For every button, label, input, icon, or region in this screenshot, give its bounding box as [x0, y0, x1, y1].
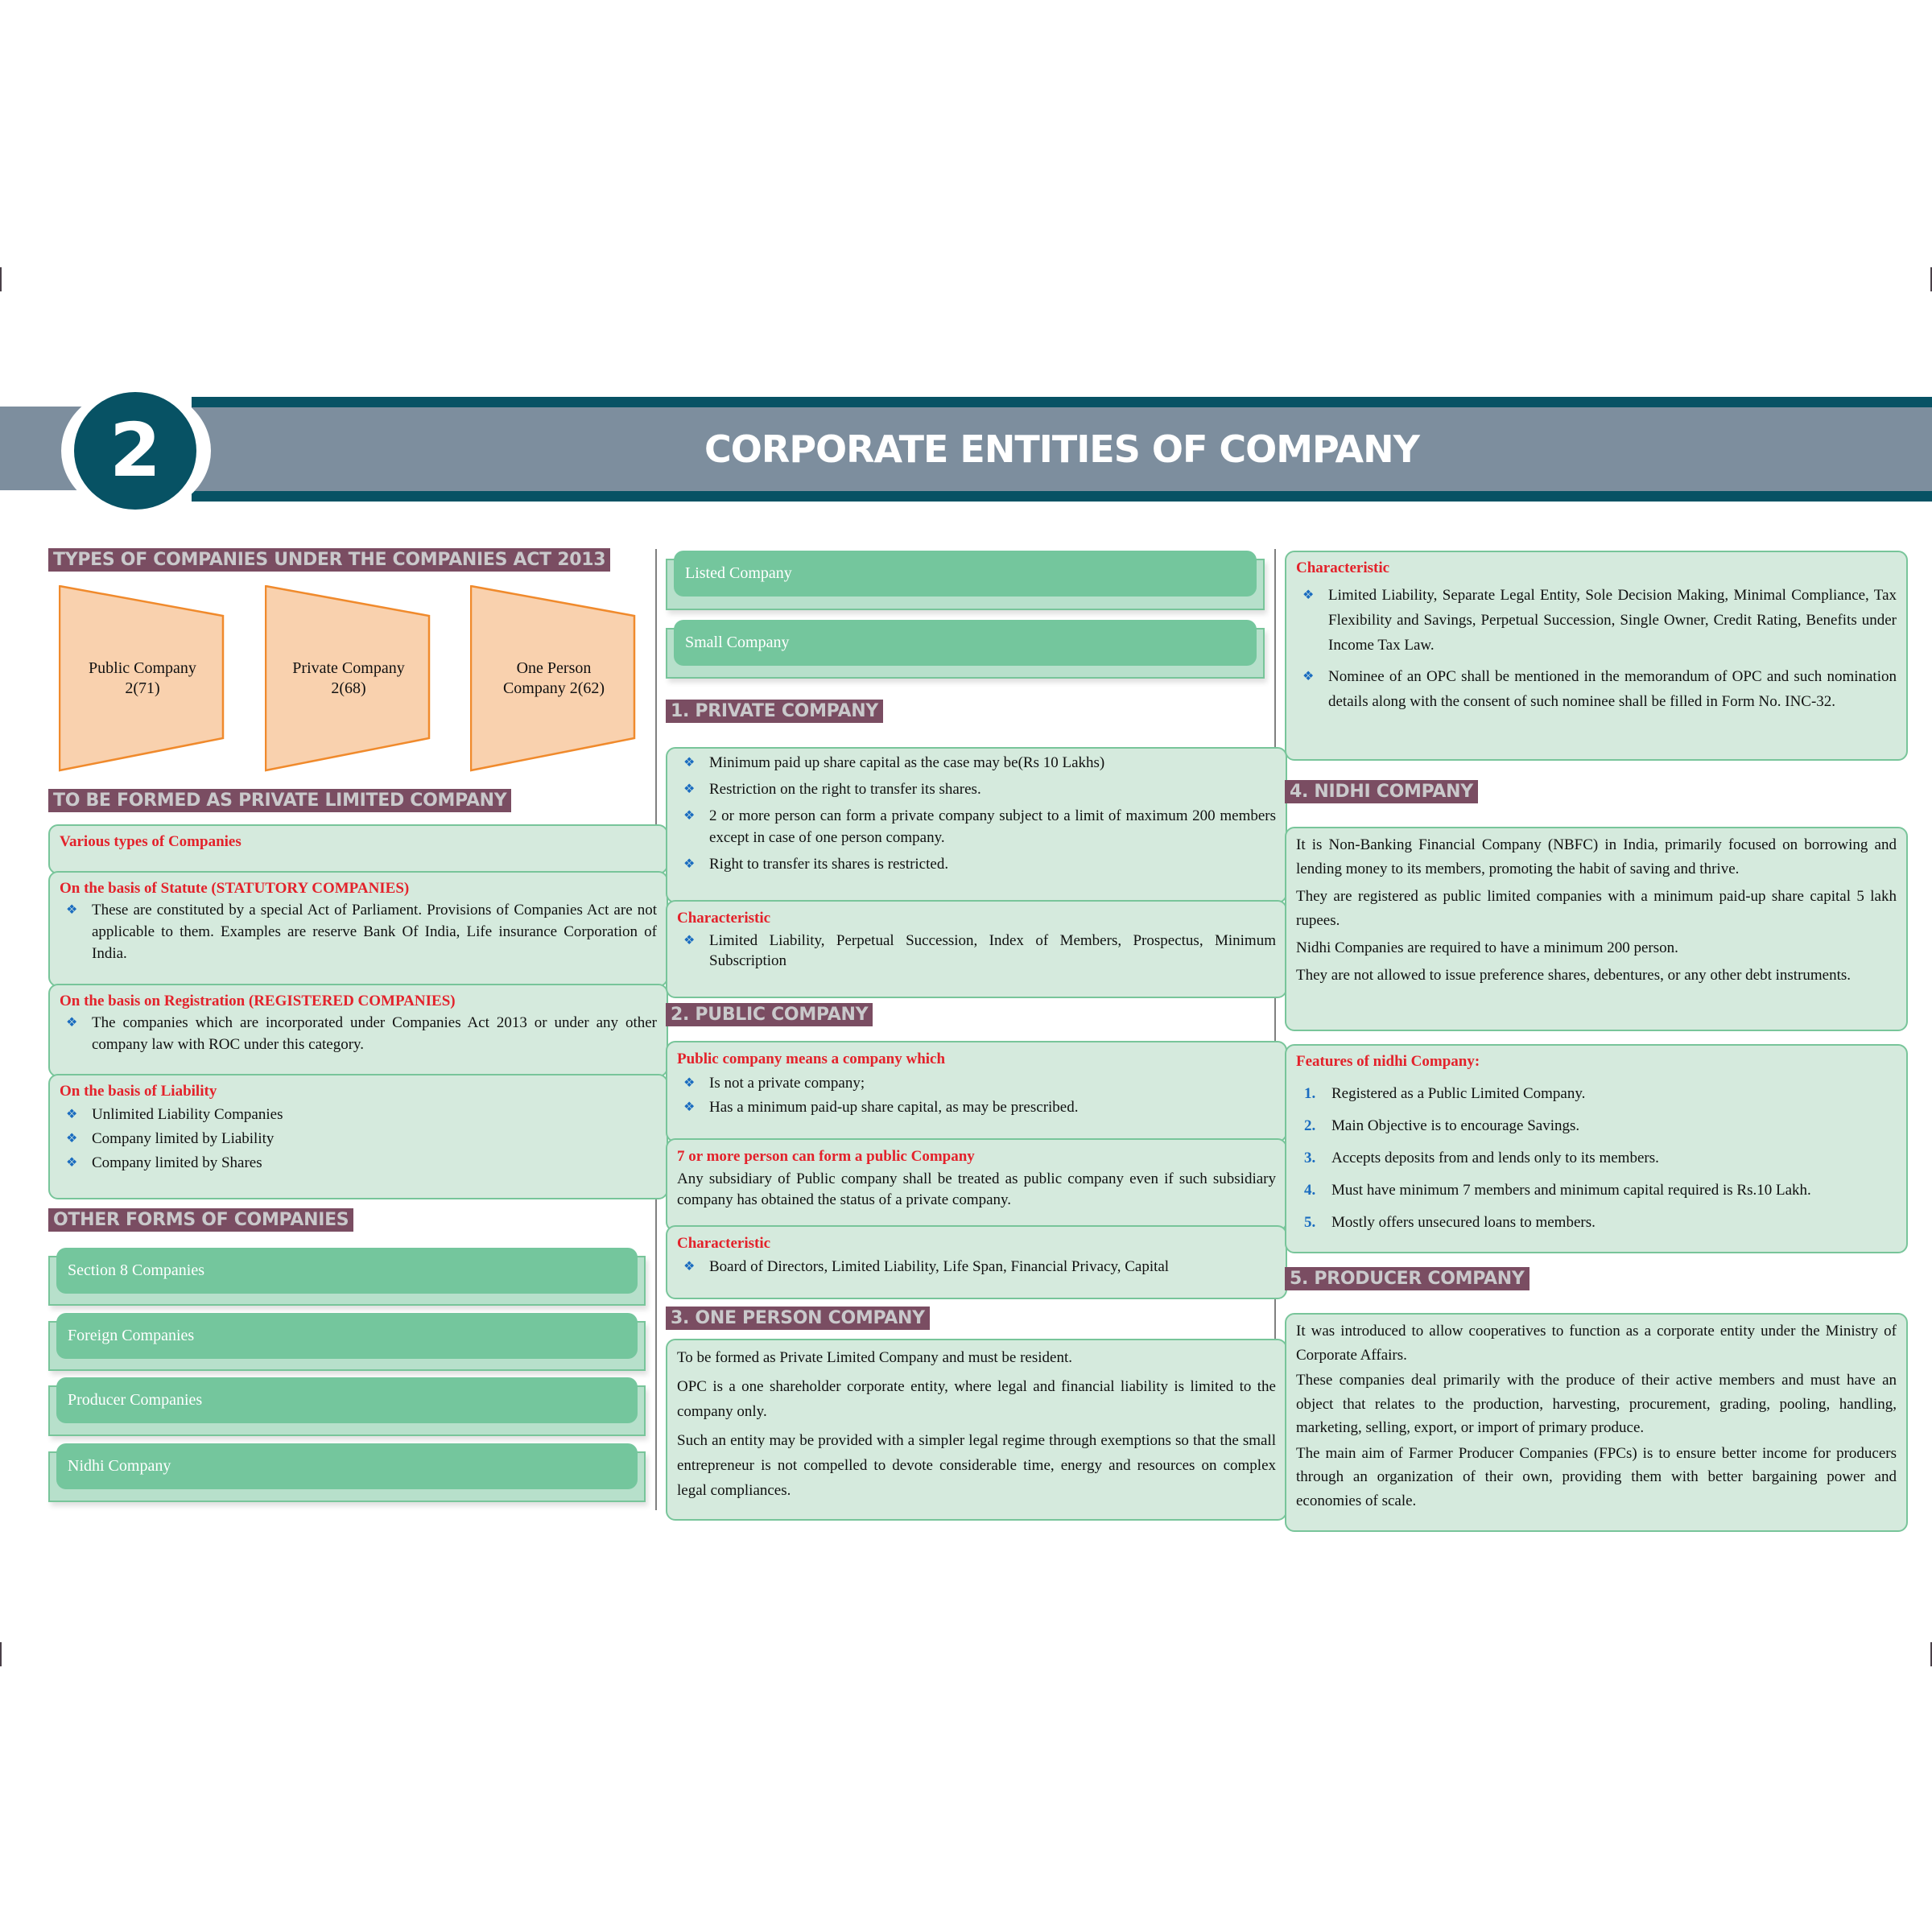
- liability-box: [48, 1074, 668, 1199]
- page-title: CORPORATE ENTITIES OF COMPANY: [704, 427, 1419, 471]
- list-item: ❖ These are constituted by a special Act of Parliament. Provisions of Companies Act are not applicable to them. Examples are reserve Bank Of India, Life insurance Corporation of India.: [60, 899, 657, 964]
- list-item: ❖ Minimum paid up share capital as the case may be(Rs 10 Lakhs): [677, 752, 1276, 774]
- type-card-section: 2(71): [125, 679, 160, 697]
- section-heading-private-limited: TO BE FORMED AS PRIVATE LIMITED COMPANY: [48, 789, 511, 812]
- type-card-public: [59, 585, 228, 772]
- list-item: 4. Must have minimum 7 members and minimum capital required is Rs.10 Lakh.: [1296, 1179, 1897, 1202]
- section-heading-producer-company: 5. PRODUCER COMPANY: [1285, 1267, 1530, 1290]
- private-company-box: [666, 747, 1287, 903]
- chapter-badge: [74, 392, 196, 510]
- list-item: ❖ Board of Directors, Limited Liability, Life Span, Financial Privacy, Capital: [677, 1255, 1276, 1278]
- box-title: Characteristic: [677, 1235, 771, 1252]
- box-title: Characteristic: [677, 910, 771, 927]
- box-title: Features of nidhi Company:: [1296, 1053, 1480, 1070]
- diamond-bullet-icon: ❖: [683, 1076, 696, 1090]
- list-item: ❖ Right to transfer its shares is restricted.: [677, 853, 1276, 875]
- list-item: ❖ Has a minimum paid-up share capital, as may be prescribed.: [677, 1096, 1276, 1120]
- box-title: On the basis of Statute (STATUTORY COMPANIES): [60, 880, 410, 897]
- paragraph: They are registered as public limited companies with a minimum paid-up share capital 5 lakh rupees.: [1296, 888, 1897, 929]
- diamond-bullet-icon: ❖: [66, 1156, 78, 1170]
- other-form-section-8[interactable]: [48, 1248, 646, 1306]
- nidhi-description-box: [1285, 827, 1908, 1031]
- paragraph: OPC is a one shareholder corporate entity, where legal and financial liability is limited to the company only.: [677, 1378, 1276, 1420]
- type-card-one-person: [470, 585, 639, 772]
- other-form-small[interactable]: [666, 620, 1265, 679]
- other-form-listed[interactable]: [666, 551, 1265, 610]
- nidhi-features-box: [1285, 1044, 1908, 1253]
- list-item: 3. Accepts deposits from and lends only to its members.: [1296, 1147, 1897, 1170]
- paragraph: To be formed as Private Limited Company and must be resident.: [677, 1349, 1072, 1366]
- diamond-bullet-icon: ❖: [66, 1108, 78, 1121]
- list-item: ❖ Is not a private company;: [677, 1071, 1276, 1096]
- other-form-foreign[interactable]: [48, 1313, 646, 1371]
- paragraph: They are not allowed to issue preference shares, debentures, or any other debt instruments.: [1296, 967, 1852, 984]
- paragraph: Nidhi Companies are required to have a minimum 200 person.: [1296, 939, 1678, 956]
- diamond-bullet-icon: ❖: [66, 903, 78, 917]
- list-item: ❖ The companies which are incorporated under Companies Act 2013 or under any other company law with ROC under this category.: [60, 1012, 657, 1055]
- paragraph: Such an entity may be provided with a simpler legal regime through exemptions so that the small entrepreneur is not compelled to devote considerable time, energy and resources on complex legal compliances.: [677, 1432, 1276, 1499]
- public-seven-box: [666, 1138, 1287, 1232]
- section-heading-types: TYPES OF COMPANIES UNDER THE COMPANIES ACT 2013: [48, 548, 610, 572]
- list-item: ❖ Limited Liability, Perpetual Succession, Index of Members, Prospectus, Minimum Subscription: [683, 932, 1276, 969]
- other-form-label: Nidhi Company: [56, 1443, 638, 1489]
- public-characteristic-box: [666, 1225, 1287, 1299]
- diamond-bullet-icon: ❖: [683, 756, 696, 770]
- diamond-bullet-icon: ❖: [1302, 670, 1315, 683]
- section-heading-other-forms: OTHER FORMS OF COMPANIES: [48, 1208, 353, 1232]
- type-card-section: 2(68): [331, 679, 366, 697]
- box-title: On the basis of Liability: [60, 1083, 217, 1100]
- list-item: ❖ Limited Liability, Separate Legal Entity, Sole Decision Making, Minimal Compliance, Tax Flexibility and Savings, Perpetual Succession, Single Owner, Credit Rating, Benefits under Income Tax Law.: [1296, 583, 1897, 658]
- type-card-section: Company 2(62): [502, 679, 605, 697]
- other-form-label: Producer Companies: [56, 1377, 638, 1423]
- list-number: 5.: [1304, 1214, 1316, 1231]
- box-title: Public company means a company which: [677, 1051, 946, 1067]
- other-form-nidhi[interactable]: [48, 1443, 646, 1502]
- list-number: 4.: [1304, 1182, 1316, 1199]
- diamond-bullet-icon: ❖: [683, 1100, 696, 1114]
- list-item: ❖ Unlimited Liability Companies: [60, 1103, 657, 1127]
- diamond-bullet-icon: ❖: [66, 1016, 78, 1030]
- type-card-label: Public Company: [89, 659, 196, 677]
- crop-mark-bottom-left: [0, 1642, 2, 1666]
- list-item: 2. Main Objective is to encourage Savings.: [1296, 1115, 1897, 1137]
- list-item: 1. Registered as a Public Limited Company.: [1296, 1083, 1897, 1105]
- various-types-box: [48, 824, 668, 874]
- diamond-bullet-icon: ❖: [66, 1132, 78, 1146]
- crop-mark-top-left: [0, 267, 2, 291]
- list-item: ❖ Restriction on the right to transfer its shares.: [677, 778, 1276, 800]
- paragraph: These companies deal primarily with the produce of their active members and must have an object that relates to the production, harvesting, procurement, grading, pooling, handling, marketing, selling, export, or import of primary produce.: [1296, 1372, 1897, 1436]
- section-heading-private-company: 1. PRIVATE COMPANY: [666, 700, 883, 723]
- diamond-bullet-icon: ❖: [683, 782, 696, 796]
- chapter-number: 2: [109, 407, 161, 493]
- diamond-bullet-icon: ❖: [683, 1260, 696, 1274]
- section-heading-one-person-company: 3. ONE PERSON COMPANY: [666, 1307, 930, 1330]
- statute-box: [48, 871, 668, 987]
- other-form-label: Foreign Companies: [56, 1313, 638, 1359]
- private-characteristic-box: [666, 900, 1287, 998]
- list-item: ❖ Company limited by Liability: [60, 1127, 657, 1151]
- box-title: Various types of Companies: [60, 833, 242, 850]
- opc-box: [666, 1339, 1287, 1521]
- other-form-label: Small Company: [674, 620, 1257, 666]
- box-title: On the basis on Registration (REGISTERED COMPANIES): [60, 993, 456, 1009]
- type-card-private: [265, 585, 434, 772]
- other-form-label: Section 8 Companies: [56, 1248, 638, 1294]
- list-item: ❖ 2 or more person can form a private company subject to a limit of maximum 200 members except in case of one person company.: [677, 805, 1276, 848]
- other-form-label: Listed Company: [674, 551, 1257, 597]
- list-number: 1.: [1304, 1085, 1316, 1102]
- box-title: 7 or more person can form a public Company: [677, 1148, 975, 1165]
- diamond-bullet-icon: ❖: [683, 857, 696, 871]
- registration-box: [48, 984, 668, 1077]
- box-title: Characteristic: [1296, 559, 1390, 576]
- paragraph: It was introduced to allow cooperatives to function as a corporate entity under the Ministry of Corporate Affairs.: [1296, 1323, 1897, 1364]
- list-item: ❖ Company limited by Shares: [60, 1151, 657, 1175]
- list-item: ❖ Nominee of an OPC shall be mentioned in the memorandum of OPC and such nomination details along with the consent of such nominee shall be filled in Form No. INC-32.: [1296, 664, 1897, 714]
- section-heading-nidhi-company: 4. NIDHI COMPANY: [1285, 780, 1478, 803]
- paragraph: It is Non-Banking Financial Company (NBFC) in India, primarily focused on borrowing and lending money to its members, promoting the habit of saving and thrive.: [1296, 836, 1897, 877]
- type-card-label: One Person: [516, 659, 592, 677]
- paragraph: The main aim of Farmer Producer Companies (FPCs) is to ensure better income for producers through an organization of their own, providing them with better bargaining power and economies of scale.: [1296, 1444, 1897, 1509]
- diamond-bullet-icon: ❖: [683, 934, 696, 947]
- list-number: 3.: [1304, 1150, 1316, 1166]
- section-heading-public-company: 2. PUBLIC COMPANY: [666, 1003, 873, 1026]
- producer-box: [1285, 1313, 1908, 1532]
- opc-characteristic-box: [1285, 551, 1908, 761]
- diamond-bullet-icon: ❖: [683, 809, 696, 823]
- type-card-label: Private Company: [292, 659, 405, 677]
- other-form-producer[interactable]: [48, 1377, 646, 1436]
- list-item: 5. Mostly offers unsecured loans to members.: [1296, 1212, 1897, 1234]
- public-means-box: [666, 1041, 1287, 1142]
- list-number: 2.: [1304, 1117, 1316, 1134]
- diamond-bullet-icon: ❖: [1302, 588, 1315, 602]
- box-text: Any subsidiary of Public company shall be treated as public company even if such subsidiary company has obtained the status of a private company.: [677, 1170, 1276, 1208]
